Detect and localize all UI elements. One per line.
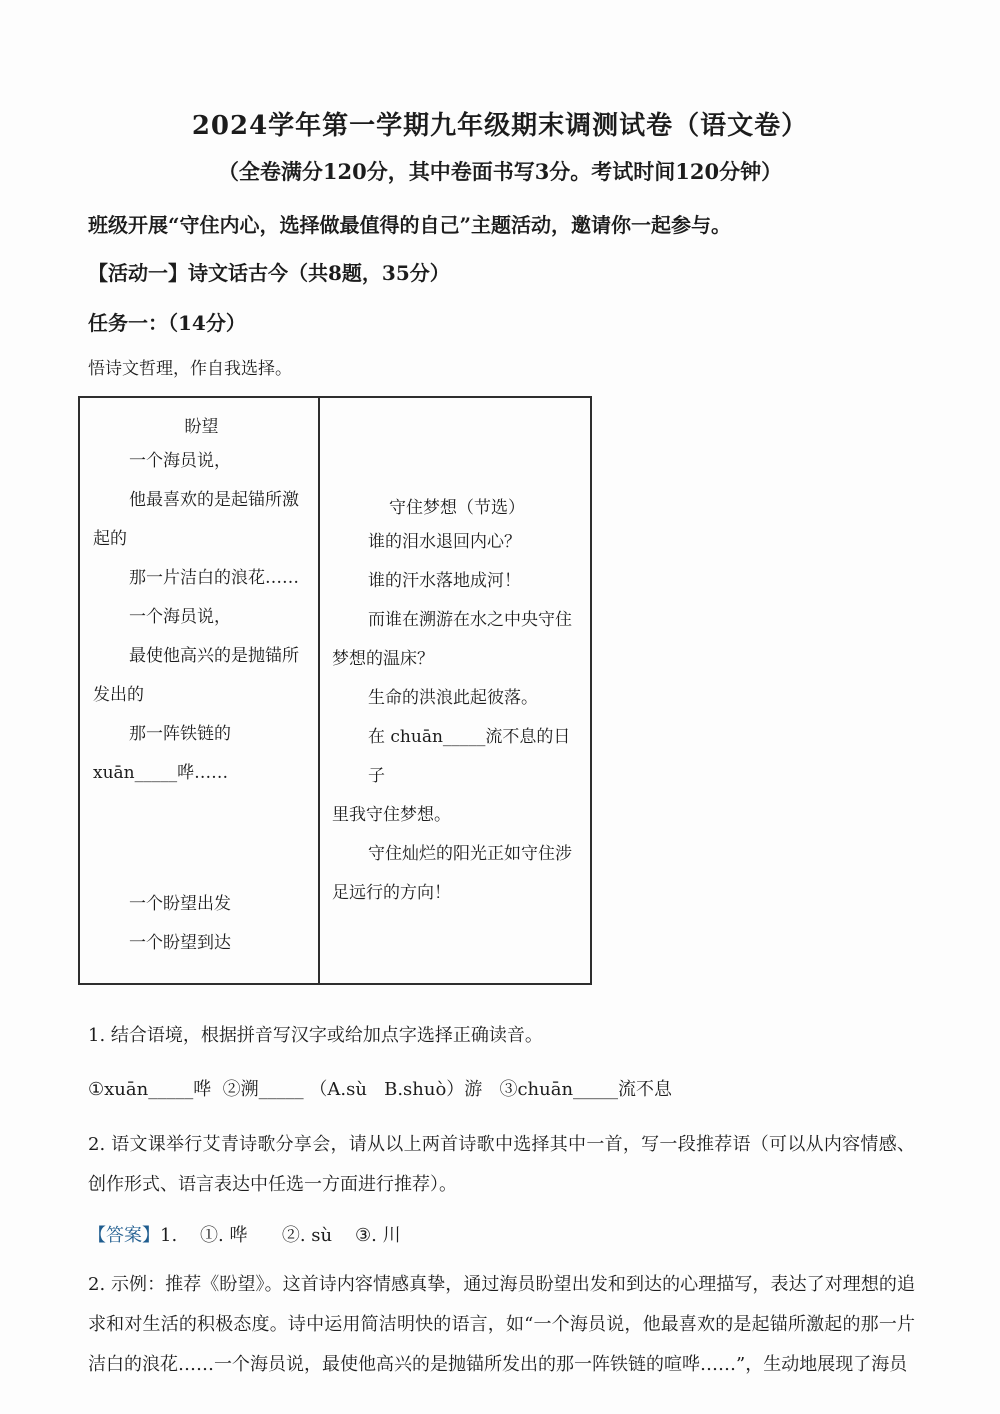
poem-line: 起的 bbox=[93, 529, 127, 549]
intro-text: 班级开展“守住内心，选择做最值得的自己”主题活动，邀请你一起参与。 bbox=[88, 213, 732, 237]
answer-line-1 bbox=[88, 1221, 915, 1251]
question-2: 2. 语文课举行艾青诗歌分享会，请从以上两首诗歌中选择其中一首，写一段推荐语（可以从内容情感、创作形式、语言表达中任选一方面进行推荐）。 bbox=[88, 1134, 915, 1195]
exam-subtitle: （全卷满分120分，其中卷面书写3分。考试时间120分钟） bbox=[217, 159, 783, 184]
poem-line: 他最喜欢的是起锚所激 bbox=[129, 490, 299, 510]
poem-line: 谁的泪水退回内心？ bbox=[368, 532, 521, 552]
poem-line: 生命的洪浪此起彼落。 bbox=[368, 688, 538, 708]
poem-line: 守住灿烂的阳光正如守住涉 bbox=[368, 844, 572, 864]
answer-label: 【答案】 bbox=[88, 1225, 160, 1246]
poems-table bbox=[78, 396, 592, 985]
poem-left-title: 盼望 bbox=[184, 417, 219, 437]
poem-line: 一个盼望出发 bbox=[129, 894, 231, 914]
poem-line: 一个海员说， bbox=[129, 451, 231, 471]
page-title: 2024学年第一学期九年级期末调测试卷（语文卷） bbox=[191, 111, 809, 141]
question-1: 1. 结合语境，根据拼音写汉字或给加点字选择正确读音。 bbox=[88, 1025, 543, 1046]
poem-line: 里我守住梦想。 bbox=[332, 805, 451, 825]
poem-left-cell bbox=[80, 398, 320, 983]
poem-line: 足远行的方向！ bbox=[332, 883, 451, 903]
activity-heading: 【活动一】诗文话古今（共8题，35分） bbox=[88, 261, 450, 285]
answer-2-text: 2. 示例：推荐《盼望》。这首诗内容情感真挚，通过海员盼望出发和到达的心理描写，表达了对理想的追求和对生活的积极态度。诗中运用简洁明快的语言，如“一个海员说，他最喜欢的是起锚所激起的那一片洁白的浪花……一个海员说，最使他高兴的是抛锚所发出的那一阵铁链的喧哗……”，生动地展现了海员 bbox=[88, 1274, 915, 1375]
task-intro: 悟诗文哲理，作自我选择。 bbox=[88, 359, 292, 379]
poem-line: 那一片洁白的浪花…… bbox=[129, 568, 299, 588]
answer-1-text: 1. ①. 哗 ②. sù ③. 川 bbox=[160, 1225, 401, 1246]
poem-right-cell bbox=[320, 398, 590, 983]
poem-line: 发出的 bbox=[93, 685, 144, 705]
question-1-items: ①xuān_____哗 ②溯_____ （A.sù B.shuò）游 ③chuān_____流不息 bbox=[88, 1079, 673, 1100]
poem-line: 一个海员说， bbox=[129, 607, 231, 627]
poem-line: 那一阵铁链的 bbox=[129, 724, 231, 744]
poem-line: 最使他高兴的是抛锚所 bbox=[129, 646, 299, 666]
poem-line: 谁的汗水落地成河！ bbox=[368, 571, 521, 591]
poem-line: 一个盼望到达 bbox=[129, 933, 231, 953]
task-heading: 任务一：（14分） bbox=[88, 311, 246, 335]
document-body bbox=[0, 210, 1000, 1385]
poem-line: 在 chuān_____流不息的日子 bbox=[368, 727, 571, 786]
poem-right-title: 守住梦想（节选） bbox=[389, 498, 525, 518]
poem-line: 而谁在溯游在水之中央守住 bbox=[368, 610, 572, 630]
poem-line: 梦想的温床？ bbox=[332, 649, 434, 669]
poem-line: xuān_____哗…… bbox=[93, 763, 229, 783]
